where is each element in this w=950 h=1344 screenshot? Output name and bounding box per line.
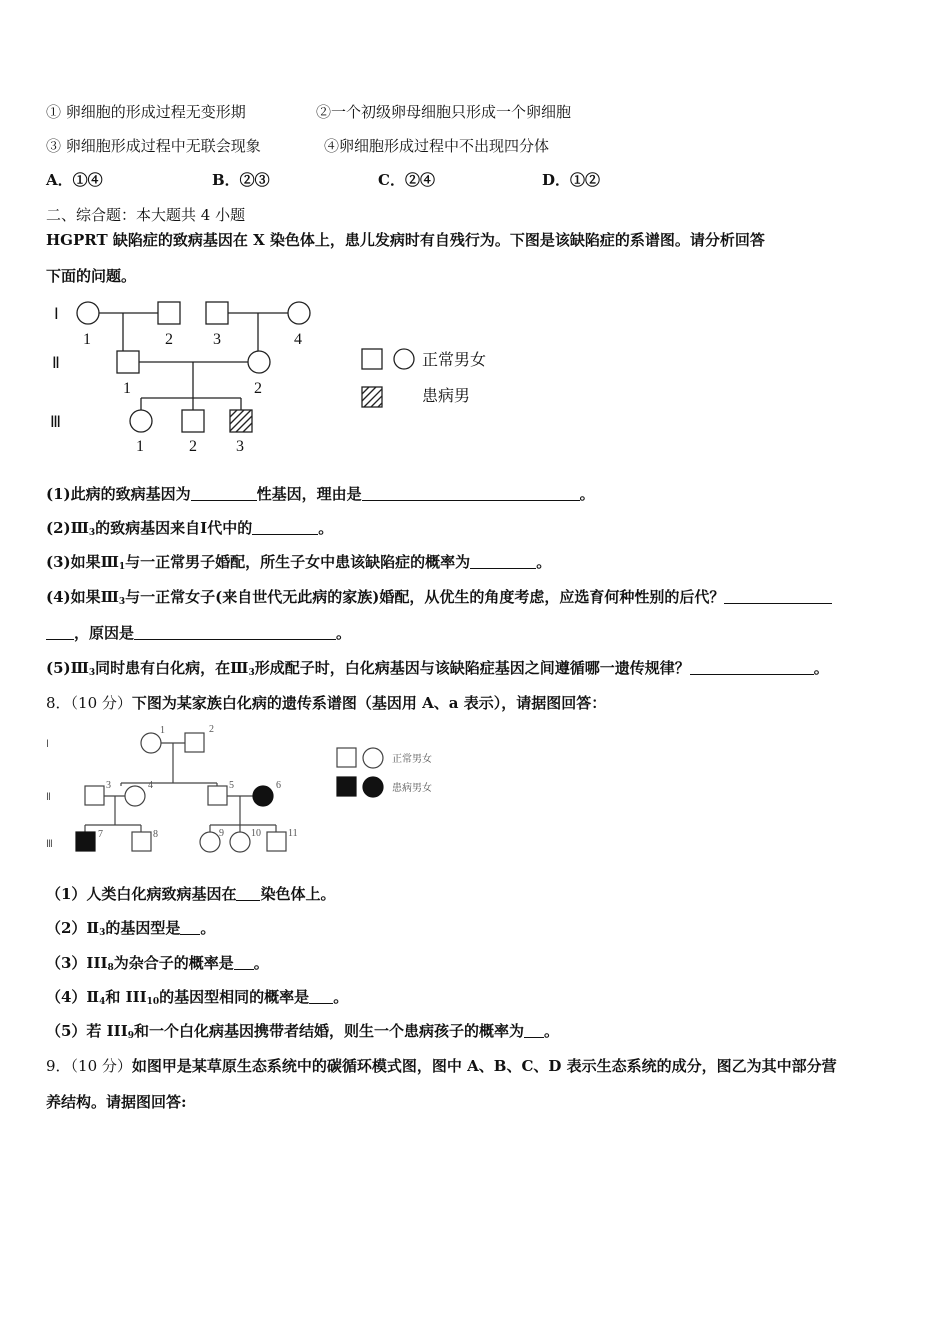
q8-sub2-blank[interactable] bbox=[180, 919, 200, 935]
q6-statement-3: ③ 卵细胞形成过程中无联会现象 bbox=[46, 137, 261, 155]
q7-sub5-text-a: (5)Ⅲ bbox=[46, 659, 89, 677]
q8-num-3: 3 bbox=[106, 780, 111, 791]
q7-num-III1: 1 bbox=[136, 438, 144, 455]
section-title: 二、综合题：本大题共 4 小题 bbox=[46, 206, 246, 224]
q8-num-1: 1 bbox=[160, 725, 165, 736]
q9-stem-text: 如图甲是某草原生态系统中的碳循环模式图，图中 A、B、C、D 表示生态系统的成分，图乙为其中部分营 bbox=[131, 1057, 837, 1075]
q7-num-I2: 2 bbox=[165, 331, 173, 348]
q7-sub3-subscript: 1 bbox=[118, 562, 126, 572]
q8-num-5: 5 bbox=[229, 780, 234, 791]
q7-num-II1: 1 bbox=[123, 380, 131, 397]
q7-num-I3: 3 bbox=[213, 331, 221, 348]
q7-legend-affected-label: 患病男 bbox=[422, 388, 471, 405]
q8-sub4-subscript-2: 10 bbox=[146, 997, 160, 1007]
q7-sub3-text-c: 。 bbox=[536, 553, 552, 571]
q7-sub5-text-d: 。 bbox=[813, 659, 829, 677]
q7-sub4-blank-2[interactable] bbox=[134, 624, 336, 640]
q7-individual-I3 bbox=[206, 302, 228, 324]
q8-sub1-text-a: （1）人类白化病致病基因在 bbox=[46, 885, 237, 903]
q7-sub3-text-a: (3)如果Ⅲ bbox=[46, 553, 119, 571]
q8-sub4 bbox=[46, 987, 348, 1012]
q6-option-c[interactable]: C．②④ bbox=[378, 171, 435, 189]
q7-sub2 bbox=[46, 518, 333, 543]
q6-option-a[interactable]: A．①④ bbox=[46, 171, 103, 189]
q7-sub5-text-c: 形成配子时，白化病基因与该缺陷症基因之间遵循哪一遗传规律？ bbox=[254, 659, 690, 677]
q8-individual-11 bbox=[267, 832, 286, 851]
q8-legend-normal-male bbox=[337, 748, 356, 767]
q7-individual-I4 bbox=[288, 302, 310, 324]
q7-num-III3: 3 bbox=[236, 438, 244, 455]
q8-pedigree-chart bbox=[40, 722, 470, 862]
q6-statement-1: ① 卵细胞的形成过程无变形期 bbox=[46, 103, 246, 121]
q7-sub4-blank-1[interactable] bbox=[724, 588, 832, 604]
q8-num-4: 4 bbox=[148, 780, 153, 791]
q6-statement-row2 bbox=[46, 136, 550, 156]
q8-stem bbox=[46, 693, 606, 713]
q8-legend-affected-female bbox=[363, 777, 383, 797]
q7-sub2-text-c: 。 bbox=[318, 519, 334, 537]
q6-option-d[interactable]: D．①② bbox=[542, 171, 601, 189]
q7-sub4 bbox=[46, 587, 832, 612]
q7-stem: HGPRT 缺陷症的致病基因在 X 染色体上，患儿发病时有自残行为。下图是该缺陷症的系谱图。请分析回答 bbox=[46, 231, 765, 249]
q8-stem-text: 下图为某家族白化病的遗传系谱图（基因用 A、a 表示），请据图回答： bbox=[131, 694, 607, 712]
q9-stem-line1 bbox=[46, 1056, 837, 1076]
q7-legend-normal-female bbox=[394, 349, 414, 369]
q8-individual-1 bbox=[141, 733, 161, 753]
q8-legend-affected-male bbox=[337, 777, 356, 796]
q8-legend-normal-label: 正常男女 bbox=[392, 754, 432, 765]
q8-num-10: 10 bbox=[251, 828, 261, 839]
q8-sub5-text-c: 。 bbox=[544, 1022, 560, 1040]
q7-individual-III1 bbox=[130, 410, 152, 432]
q8-num-2: 2 bbox=[209, 724, 214, 735]
q8-individual-7 bbox=[76, 832, 95, 851]
q7-sub2-text-b: 的致病基因来自Ⅰ代中的 bbox=[95, 519, 253, 537]
q8-individual-5 bbox=[208, 786, 227, 805]
q8-num-8: 8 bbox=[153, 829, 158, 840]
q8-individual-2 bbox=[185, 733, 204, 752]
q8-sub3-text-b: 为杂合子的概率是 bbox=[113, 954, 234, 972]
q7-sub4-text-d: 。 bbox=[336, 624, 352, 642]
q6-options bbox=[46, 170, 646, 190]
q8-sub3-subscript: 8 bbox=[107, 963, 114, 973]
q7-sub1-blank-1[interactable] bbox=[191, 485, 257, 501]
q7-sub1 bbox=[46, 484, 595, 504]
q7-sub4-text-c: ，原因是 bbox=[74, 624, 135, 642]
q8-individual-10 bbox=[230, 832, 250, 852]
q8-num-9: 9 bbox=[219, 828, 224, 839]
q7-num-I1: 1 bbox=[83, 331, 91, 348]
q8-individual-8 bbox=[132, 832, 151, 851]
q8-legend-normal-female bbox=[363, 748, 383, 768]
q7-individual-I2 bbox=[158, 302, 180, 324]
q7-sub4-line2 bbox=[46, 623, 351, 643]
q7-sub2-blank[interactable] bbox=[252, 519, 318, 535]
q8-gen-label-2: Ⅱ bbox=[46, 792, 51, 803]
q8-sub4-blank[interactable] bbox=[309, 988, 333, 1004]
q6-statement-4: ④卵细胞形成过程中不出现四分体 bbox=[324, 137, 550, 155]
q8-sub3-text-c: 。 bbox=[253, 954, 269, 972]
q6-option-b[interactable]: B．②③ bbox=[212, 171, 270, 189]
q7-sub4-subscript: 3 bbox=[118, 597, 126, 607]
q7-sub5-subscript-2: 3 bbox=[248, 668, 255, 678]
q7-sub2-subscript: 3 bbox=[88, 528, 96, 538]
q7-individual-I1 bbox=[77, 302, 99, 324]
q7-sub5-subscript-1: 3 bbox=[88, 668, 96, 678]
q7-sub4-text-b: 与一正常女子(来自世代无此病的家族)婚配，从优生的角度考虑，应选育何种性别的后代？ bbox=[125, 588, 725, 606]
q7-legend-normal-male bbox=[362, 349, 382, 369]
q8-num-6: 6 bbox=[276, 780, 281, 791]
q8-sub2-text-a: （2）Ⅱ bbox=[46, 919, 100, 937]
q7-sub2-text-a: (2)Ⅲ bbox=[46, 519, 89, 537]
q7-gen-label-2: Ⅱ bbox=[52, 355, 60, 372]
q8-sub1 bbox=[46, 884, 335, 904]
q7-sub1-text-c: 。 bbox=[579, 485, 595, 503]
q8-sub5 bbox=[46, 1021, 559, 1046]
q7-sub4-blank-1-cont[interactable] bbox=[46, 624, 74, 640]
q6-statement-2: ②一个初级卵母细胞只形成一个卵细胞 bbox=[316, 103, 572, 121]
q8-number: 8．（10 分） bbox=[46, 694, 132, 712]
q8-sub5-text-a: （5）若 III bbox=[46, 1022, 128, 1040]
q8-sub1-blank[interactable] bbox=[236, 885, 260, 901]
q8-individual-3 bbox=[85, 786, 104, 805]
q7-sub3-text-b: 与一正常男子婚配，所生子女中患该缺陷症的概率为 bbox=[125, 553, 471, 571]
q7-num-I4: 4 bbox=[294, 331, 302, 348]
q8-sub4-text-d: 。 bbox=[333, 988, 349, 1006]
q8-sub5-text-b: 和一个白化病基因携带者结婚，则生一个患病孩子的概率为 bbox=[133, 1022, 524, 1040]
q8-sub4-subscript-1: 4 bbox=[99, 997, 106, 1007]
q6-statement-row1 bbox=[46, 102, 572, 122]
q7-individual-II1 bbox=[117, 351, 139, 373]
q8-individual-4 bbox=[125, 786, 145, 806]
q7-sub1-text-a: (1)此病的致病基因为 bbox=[46, 485, 191, 503]
q8-sub4-text-a: （4）Ⅱ bbox=[46, 988, 100, 1006]
q7-sub5 bbox=[46, 658, 829, 683]
q8-gen-label-1: Ⅰ bbox=[46, 739, 49, 750]
q9-number: 9．（10 分） bbox=[46, 1057, 132, 1075]
q7-gen-label-3: Ⅲ bbox=[50, 414, 62, 431]
q7-legend-normal-label: 正常男女 bbox=[422, 352, 487, 369]
q7-stem-line2: 下面的问题。 bbox=[46, 267, 137, 285]
q7-sub5-blank[interactable] bbox=[690, 659, 814, 675]
q7-sub1-text-b: 性基因，理由是 bbox=[256, 485, 362, 503]
q7-pedigree-chart bbox=[40, 295, 520, 460]
q7-gen-label-1: Ⅰ bbox=[54, 306, 59, 323]
q8-sub2-text-b: 的基因型是 bbox=[105, 919, 181, 937]
q9-stem-line2: 养结构。请据图回答: bbox=[46, 1093, 187, 1111]
q8-sub5-blank[interactable] bbox=[524, 1022, 544, 1038]
q8-individual-6 bbox=[253, 786, 273, 806]
q8-sub4-text-b: 和 III bbox=[105, 988, 147, 1006]
q8-legend-affected-label: 患病男女 bbox=[392, 783, 432, 794]
q8-individual-9 bbox=[200, 832, 220, 852]
q7-sub4-text-a: (4)如果Ⅲ bbox=[46, 588, 119, 606]
q8-sub3-text-a: （3）III bbox=[46, 954, 108, 972]
q8-num-11: 11 bbox=[288, 828, 298, 839]
q8-num-7: 7 bbox=[98, 829, 103, 840]
q7-num-II2: 2 bbox=[254, 380, 262, 397]
q8-sub2-text-c: 。 bbox=[200, 919, 216, 937]
q8-sub3-blank[interactable] bbox=[234, 954, 254, 970]
q7-sub1-blank-2[interactable] bbox=[362, 485, 580, 501]
q7-individual-II2 bbox=[248, 351, 270, 373]
q8-sub2-subscript: 3 bbox=[99, 928, 106, 938]
q7-individual-III2 bbox=[182, 410, 204, 432]
q8-sub4-text-c: 的基因型相同的概率是 bbox=[159, 988, 310, 1006]
q8-sub2 bbox=[46, 918, 215, 943]
q7-sub3 bbox=[46, 552, 551, 577]
q8-gen-label-3: Ⅲ bbox=[46, 839, 53, 850]
q7-sub5-text-b: 同时患有白化病，在Ⅲ bbox=[95, 659, 249, 677]
q7-legend-affected-male bbox=[362, 387, 382, 407]
q8-sub3 bbox=[46, 953, 269, 978]
q7-num-III2: 2 bbox=[189, 438, 197, 455]
q7-sub3-blank[interactable] bbox=[470, 553, 536, 569]
q7-stem-line1 bbox=[46, 230, 765, 250]
q8-sub1-text-b: 染色体上。 bbox=[260, 885, 336, 903]
q8-sub5-subscript: 9 bbox=[127, 1031, 134, 1041]
